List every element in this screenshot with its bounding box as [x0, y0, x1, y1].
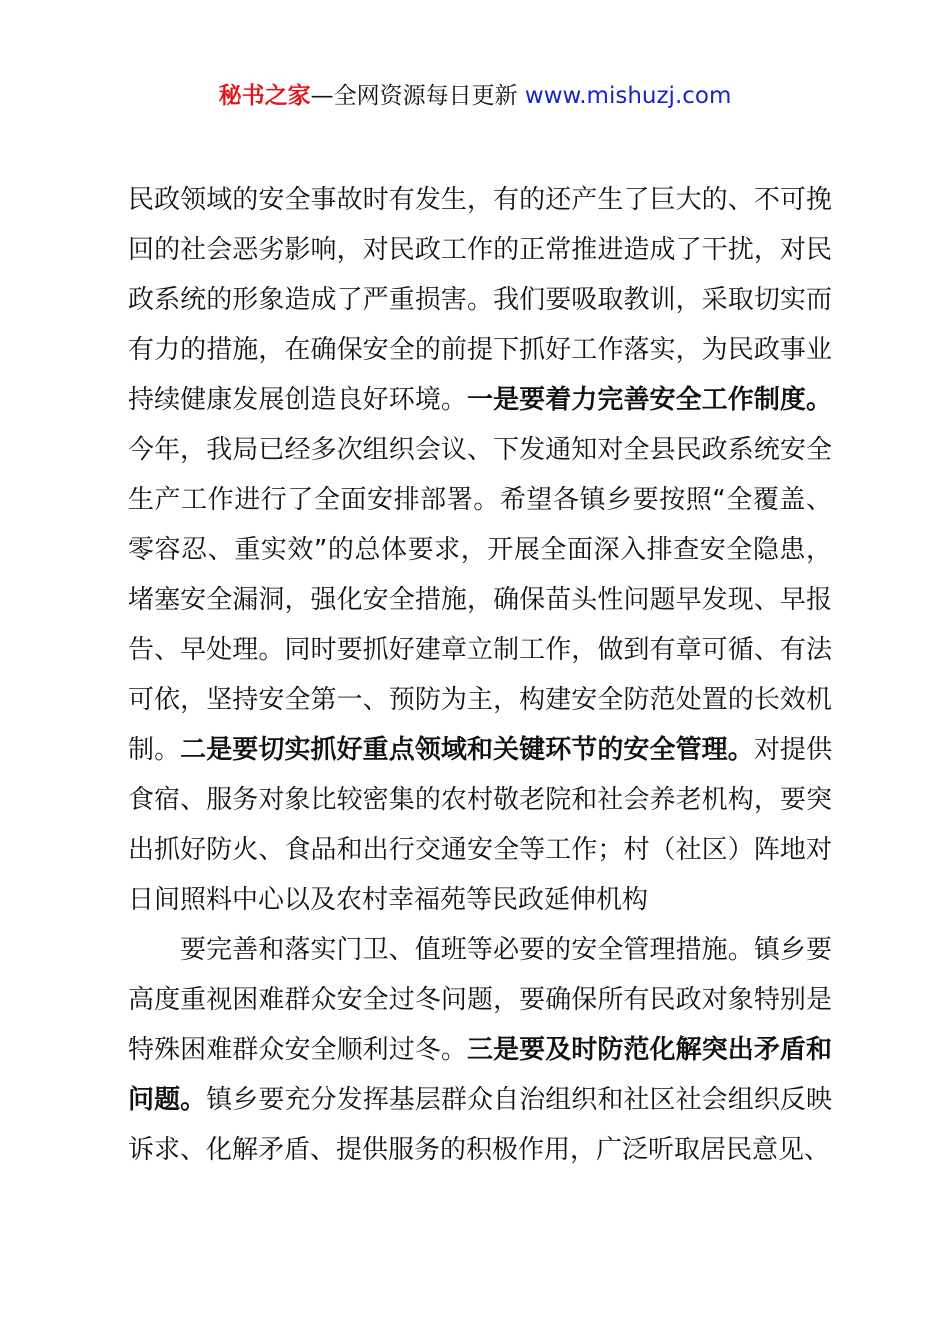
- bold-lead-sentence: 一是要着力完善安全工作制度。: [467, 385, 832, 415]
- site-url[interactable]: www.mishuzj.com: [524, 83, 732, 109]
- paragraph: [128, 925, 832, 1175]
- body-text: 镇乡要充分发挥基层群众自治组织和社区社会组织反映诉求、化解矛盾、提供服务的积极作用，广泛听取居民意见、: [128, 1085, 832, 1165]
- body-text: 对提供食宿、服务对象比较密集的农村敬老院和社会养老机构，要突出抓好防火、食品和出行交通安全等工作；村（社区）阵地对日间照料中心以及农村幸福苑等民政延伸机构: [128, 735, 832, 915]
- header-slogan: —全网资源每日更新: [310, 83, 518, 109]
- document-body: [128, 175, 832, 1175]
- body-text: 要完善和落实门卫、值班等必要的安全管理措施。镇乡要高度重视困难群众安全过冬问题，要确保所有民政对象特别是特殊困难群众安全顺利过冬。: [128, 935, 832, 1065]
- bold-lead-sentence: 三是要及时防范化解突出矛盾和问题。: [128, 1035, 832, 1115]
- brand-name: 秘书之家: [218, 83, 311, 109]
- body-text: 民政领域的安全事故时有发生，有的还产生了巨大的、不可挽回的社会恶劣影响，对民政工作的正常推进造成了干扰，对民政系统的形象造成了严重损害。我们要吸取教训，采取切实而有力的措施，在确保安全的前提下抓好工作落实，为民政事业持续健康发展创造良好环境。: [128, 185, 832, 415]
- bold-lead-sentence: 二是要切实抓好重点领域和关键环节的安全管理。: [180, 735, 754, 765]
- body-text: 今年，我局已经多次组织会议、下发通知对全县民政系统安全生产工作进行了全面安排部署。希望各镇乡要按照“全覆盖、零容忍、重实效”的总体要求，开展全面深入排查安全隐患，堵塞安全漏洞，强化安全措施，确保苗头性问题早发现、早报告、早处理。同时要抓好建章立制工作，做到有章可循、有法可依，坚持安全第一、预防为主，构建安全防范处置的长效机制。: [128, 435, 832, 765]
- paragraph: [128, 175, 832, 925]
- site-header: [0, 78, 950, 114]
